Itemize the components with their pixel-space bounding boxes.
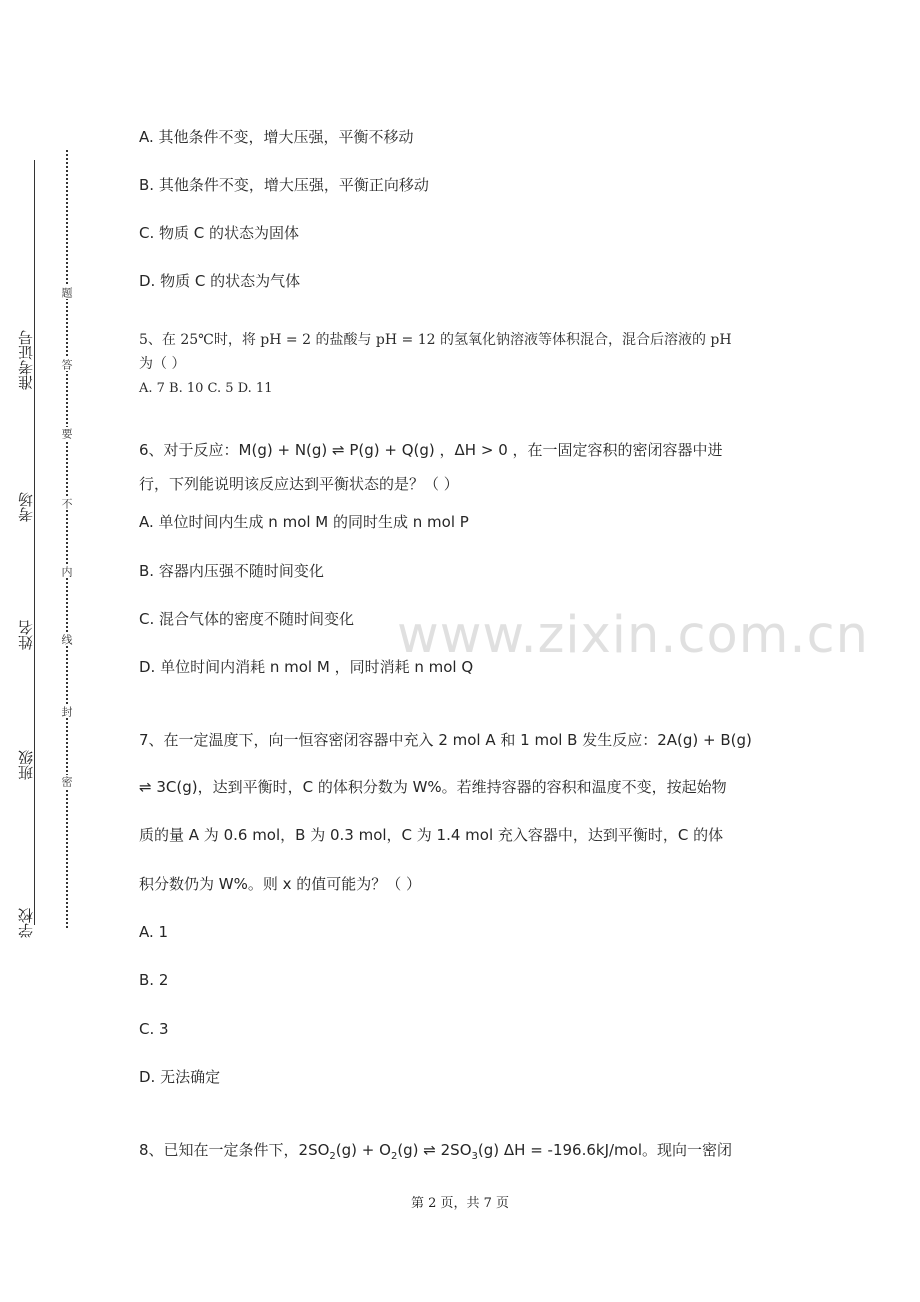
margin-dotted-line [66,150,68,928]
seal-char: 答 [60,359,73,370]
seal-char: 不 [60,498,73,509]
seal-char: 题 [60,287,73,298]
page-footer: 第 2 页，共 7 页 [410,1196,510,1211]
q8-subscript: 3 [471,1151,478,1162]
q6-option-b: B. 容器内压强不随时间变化 [139,562,324,580]
field-label-exam-id: 准考证号 [17,330,35,390]
q7-stem-line1: 7、在一定温度下，向一恒容密闭容器中充入 2 mol A 和 1 mol B 发生反应：2A(g) + B(g) [139,731,752,749]
q7-stem-line3: 质的量 A 为 0.6 mol，B 为 0.3 mol，C 为 1.4 mol 充入容器中，达到平衡时，C 的体 [139,826,724,844]
q7-option-c: C. 3 [139,1020,169,1038]
q6-option-d: D. 单位时间内消耗 n mol M ，同时消耗 n mol Q [139,658,474,676]
seal-char: 密 [60,776,73,787]
field-label-exam-room: 考场 [17,492,35,522]
q8-stem-line1 [139,1140,732,1167]
q7-option-b: B. 2 [139,971,169,989]
q6-option-a: A. 单位时间内生成 n mol M 的同时生成 n mol P [139,513,469,531]
q7-option-a: A. 1 [139,923,169,941]
watermark: www.zixin.com.cn [397,606,869,665]
q7-option-d: D. 无法确定 [139,1068,221,1086]
q8-subscript: 2 [329,1151,336,1162]
q4-option-c: C. 物质 C 的状态为固体 [139,224,300,242]
q5-options: A. 7 B. 10 C. 5 D. 11 [139,381,273,396]
q8-text: (g) + O [335,1141,391,1159]
seal-char: 内 [60,566,73,577]
seal-char: 线 [60,634,73,645]
q5-stem-line2: 为（ ） [139,356,186,372]
q4-option-a: A. 其他条件不变，增大压强，平衡不移动 [139,128,414,146]
seal-char: 要 [60,428,73,439]
q7-stem-line4: 积分数仍为 W%。则 x 的值可能为？（ ） [139,875,422,893]
field-label-name: 姓名 [17,620,35,650]
q5-stem-line1: 5、在 25℃时，将 pH = 2 的盐酸与 pH = 12 的氢氧化钠溶液等体积混合，混合后溶液的 pH [139,332,732,348]
q4-option-b: B. 其他条件不变，增大压强，平衡正向移动 [139,176,429,194]
q4-option-d: D. 物质 C 的状态为气体 [139,272,301,290]
q6-stem-line2: 行，下列能说明该反应达到平衡状态的是？（ ） [139,475,459,493]
field-label-school: 学校 [17,908,35,938]
field-label-class: 班级 [17,750,35,780]
q8-subscript: 2 [390,1151,398,1162]
q8-text: 8、已知在一定条件下，2SO [139,1141,330,1159]
margin-solid-line [34,160,35,925]
q8-text: (g) ΔH = -196.6kJ/mol。现向一密闭 [477,1141,733,1159]
seal-char: 封 [60,706,73,717]
q8-text: (g) ⇌ 2SO [397,1141,472,1159]
q6-stem-line1: 6、对于反应：M(g) + N(g) ⇌ P(g) + Q(g) ，ΔH > 0 ，在一固定容积的密闭容器中进 [139,441,723,459]
q6-option-c: C. 混合气体的密度不随时间变化 [139,610,355,628]
q7-stem-line2: ⇌ 3C(g)，达到平衡时，C 的体积分数为 W%。若维持容器的容积和温度不变，按起始物 [139,778,727,796]
